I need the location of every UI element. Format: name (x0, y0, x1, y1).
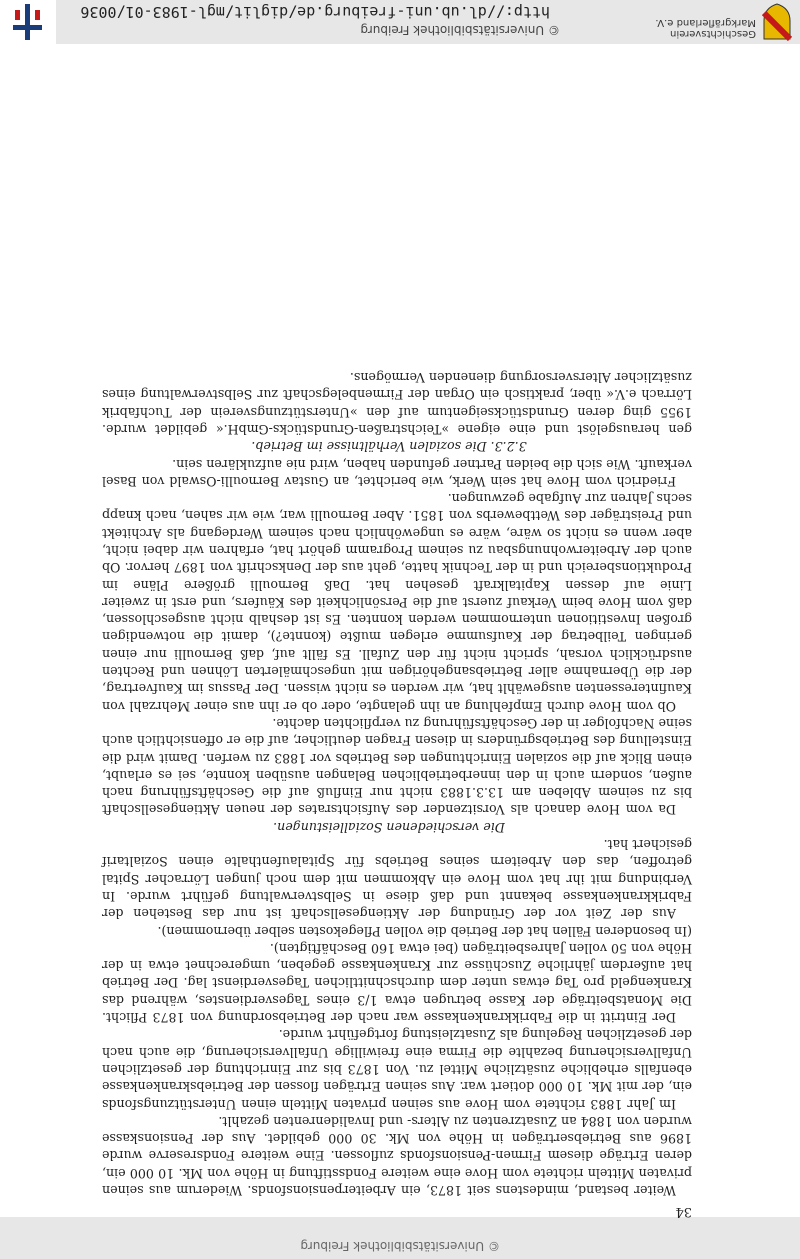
library-line-partial: © Universitätsbibliothek Freiburg (300, 1239, 500, 1253)
heading-social: Die verschiedenen Sozialleistungen. (273, 819, 505, 835)
library-line: © Universitätsbibliothek Freiburg (360, 23, 560, 37)
document-url[interactable]: http://dl.ub.uni-freiburg.de/diglit/mgl-1983-01/0036 (80, 3, 550, 21)
page-number: 34 (675, 1204, 692, 1219)
paragraph: (In besonderen Fällen hat der Betrieb die vollen Pflegekosten selber übernommen). (157, 923, 692, 939)
society-logo-icon (762, 3, 792, 41)
paragraph: gen herausgelöst und eine eigene »Teichstraßen-Grundstücks-GmbH.« gebildet wurde. 1955 ging deren Grundstückseigentum auf den »Unterstützungsverein der Tuchfabrik Lörrach e.V.« über, praktisch ein Organ der Firmenbelegschaft zur Selbstverwaltung eines zusätzlicher Altersversorgung dienenden Vermögens. (102, 370, 692, 437)
university-logo-icon (0, 0, 56, 44)
paragraph: Da vom Hove danach als Vorsitzender des Aufsichtsrates der neuen Aktiengesellschaft bis zu seinem Ableben am 13.3.1883 nicht nur Einfluß auf die Geschäftsführung nach außen, sondern auch in den innerbetrieblichen Belangen ausüben konnte, sei es erlaubt, einen Blick auf die sozialen Einrichtungen des Betriebs vor 1883 zu werfen. Damit wird die Einstellung des Betriebsgründers in diesen Fragen deutlicher, auf die er offensichtlich auch seine Nachfolger in der Geschäftsführung zu verpflichten dachte. (102, 715, 692, 818)
document-text (102, 369, 692, 1199)
society-name: Geschichtsverein Markgräflerland e.V. (655, 17, 756, 39)
paragraph: Der Eintritt in die Fabrikkrankenkasse war nach der Betriebsordnung von 1873 Pflicht. Die Monatsbeiträge der Kasse betrugen etwa 1/3 eines Tagesverdienstes, während das Krankengeld pro Tag etwas unter dem durchschnittlichen Tagesverdienst lag. Der Betrieb hat außerdem jährliche Zuschüsse zur Krankenkasse gegeben, umgerechnet etwa in der Höhe von 50 vollen Jahresbeiträgen (bei etwa 160 Beschäftigten). (102, 940, 692, 1026)
paragraph: Weiter bestand, mindestens seit 1873, ein Arbeiterpensionsfonds. Wiederum aus seinen privaten Mitteln richtete vom Hove eine weitere Fondsstiftung in Höhe von Mk. 10 000 ein, deren Erträge diesem Firmen-Pensionsfonds zuflossen. Eine weitere Fondsreserve wurde 1896 aus Betriebserträgen in Höhe von Mk. 30 000 gebildet. Aus der Pensionskasse wurden von 1884 an Zusatzrenten zu Alters- und Invalidenrenten gezahlt. (102, 1113, 692, 1198)
paragraph: Im Jahr 1883 richtete vom Hove aus seinen privaten Mitteln einen Unterstützungsfonds ein, der mit Mk. 10 000 dotiert war. Aus seinen Erträgen flossen der Betriebskrankenkasse ebenfalls erhebliche zusätzliche Mittel zu. Von 1873 bis zur Einrichtung der gesetzlichen Unfallversicherung bezahlte die Firma eine freiwillige Unfallversicherung, die auch nach der gesetzlichen Regelung als Zusatzleistung fortgeführt wurde. (102, 1027, 692, 1112)
paragraph: Friedrich vom Hove hat sein Werk, wie berichtet, an Gustav Bernoulli-Oswald von Basel verkauft. Wie sich die beiden Partner gefunden haben, wird nie aufzuklären sein. (102, 456, 692, 489)
top-bar (0, 1217, 800, 1259)
section-heading: 3.2.3. Die sozialen Verhältnisse im Betrieb. (251, 439, 527, 455)
paragraph: Aus der Zeit vor der Gründung der Aktiengesellschaft ist nur das Bestehen der Fabrikkrankenkasse bekannt und daß diese in Selbstverwaltung geführt wurde. In Verbindung mit ihr hat vom Hove ein Abkommen mit dem noch jungen Lörracher Spital getroffen, das den Arbeitern seines Betriebs für Spitalaufenthalte einen Sozialtarif gesichert hat. (102, 837, 692, 922)
paragraph: Ob vom Hove durch Empfehlung an ihn gelangte, oder ob er ihn aus einer Mehrzahl von Kaufinteressenten ausgewählt hat, wir werden es nicht wissen. Der Passus im Kaufvertrag, der die Übernahme aller Betriebsangehörigen mit ungeschmälerten Löhnen und Rechten ausdrücklich vorsah, spricht nicht für den Zufall. Es fällt auf, daß Bernoulli nur einen geringen Teilbetrag der Kaufsumme erlegen mußte (konnte?), damit die notwendigen großen Investitionen unternommen werden konnten. Es ist deshalb nicht ausgeschlossen, daß vom Hove beim Verkauf zuerst auf die Persönlichkeit des Käufers, und erst in zweiter Linie auf dessen Kapitalkraft gesehen hat. Daß Bernoulli größere Pläne im Produktionsbereich und in der Technik hatte, geht aus der Denkschrift von 1897 hervor. Ob auch der Arbeiterwohnungsbau zu seinem Programm gehört hat, erfahren wir dabei nicht, aber wenn es nicht so wäre, wäre es ungewöhnlich nach seinem Werdegang als Architekt und Preisträger des Wettbewerbs von 1851. Aber Bernoulli war, wie wir sahen, nach knapp sechs Jahren zur Aufgabe gezwungen. (102, 491, 692, 714)
